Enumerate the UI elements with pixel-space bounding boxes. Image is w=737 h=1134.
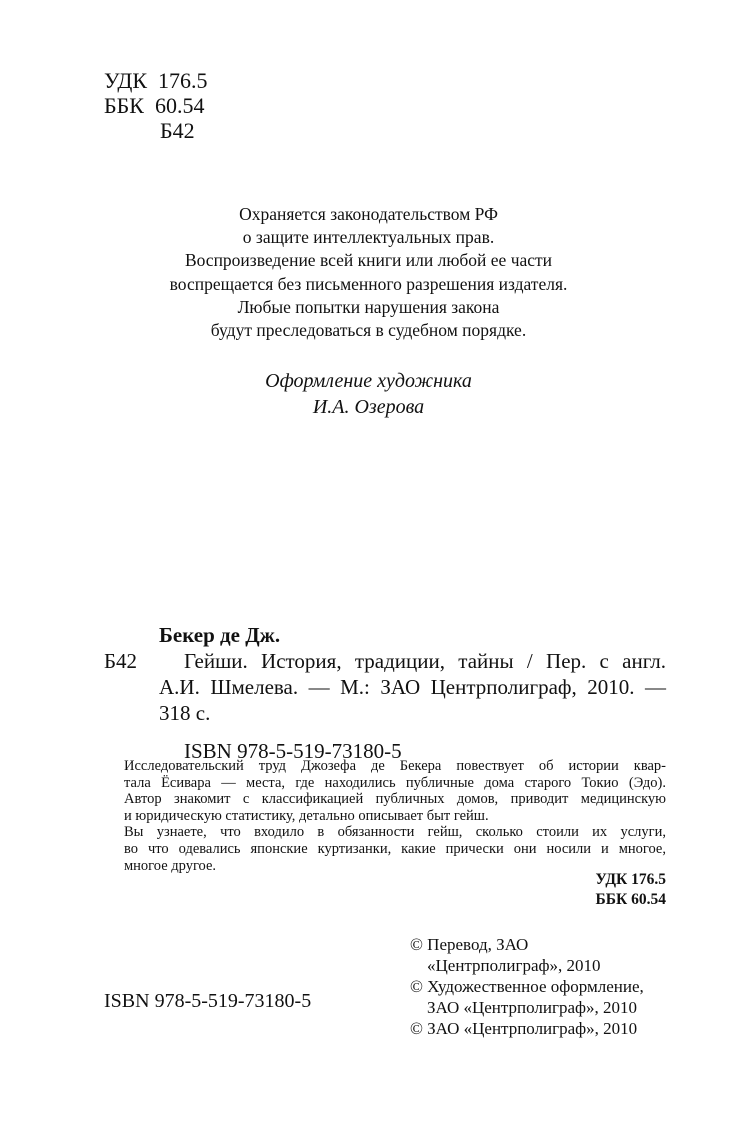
notice-line: Любые попытки нарушения закона xyxy=(237,296,500,317)
abstract-line: во что одевались японские куртизанки, какие прически они носили и многое, xyxy=(124,840,666,857)
notice-line: о защите интеллектуальных прав. xyxy=(242,227,495,248)
classification-codes-bold xyxy=(596,870,666,910)
abstract-line: многое другое. xyxy=(124,857,217,874)
rights-line: © ЗАО «Центрполиграф», 2010 xyxy=(410,1019,638,1038)
record-pages: 318 с. xyxy=(159,701,211,725)
abstract-line: и юридическую статистику, детально описывает быт гейш. xyxy=(124,807,489,824)
abstract-line: тала Ёсивара — места, где находились публичные дома старого Токио (Эдо). xyxy=(124,774,666,791)
abstract-line: Вы узнаете, что входило в обязанности гейш, сколько стоили их услуги, xyxy=(124,824,666,841)
abstract-paragraph xyxy=(104,758,666,824)
copyright-notice xyxy=(0,203,737,342)
design-credit-title: Оформление художника xyxy=(265,370,472,392)
design-credit xyxy=(0,368,737,420)
record-publisher-line: А.И. Шмелева. — М.: ЗАО Центрполиграф, 2010. — xyxy=(159,675,666,699)
book-abstract xyxy=(104,758,666,874)
notice-line: воспрещается без письменного разрешения издателя. xyxy=(169,273,568,294)
rights-line: © Перевод, ЗАО xyxy=(410,935,529,954)
udk-code-bold: УДК 176.5 xyxy=(595,871,666,888)
udk-code: УДК 176.5 xyxy=(104,68,208,93)
rights-line: «Центрполиграф», 2010 xyxy=(427,956,601,975)
designer-name: И.А. Озерова xyxy=(312,396,425,418)
author-sign: Б42 xyxy=(160,118,195,143)
bibliographic-record xyxy=(104,622,666,764)
rights-line: © Художественное оформление, xyxy=(410,977,644,996)
record-sign: Б42 xyxy=(104,649,138,673)
record-title-line: Гейши. История, традиции, тайны / Пер. с англ. xyxy=(184,649,666,673)
abstract-line: Автор знакомит с классификацией публичных домов, приводит медицинскую xyxy=(124,791,666,808)
abstract-paragraph xyxy=(104,824,666,874)
record-isbn: ISBN 978-5-519-73180-5 xyxy=(184,739,402,763)
notice-line: будут преследоваться в судебном порядке. xyxy=(210,320,527,341)
isbn-footer: ISBN 978-5-519-73180-5 xyxy=(104,990,312,1012)
rights-block xyxy=(410,934,644,1039)
classification-codes xyxy=(104,68,208,143)
notice-line: Охраняется законодательством РФ xyxy=(239,204,498,224)
abstract-line: Исследовательский труд Джозефа де Бекера повествует об истории квар- xyxy=(124,758,666,774)
notice-line: Воспроизведение всей книги или любой ее части xyxy=(184,250,553,271)
record-author: Бекер де Дж. xyxy=(159,623,281,647)
bbk-code-bold: ББК 60.54 xyxy=(595,891,666,908)
bbk-code: ББК 60.54 xyxy=(104,93,205,118)
rights-line: ЗАО «Центрполиграф», 2010 xyxy=(427,998,638,1017)
